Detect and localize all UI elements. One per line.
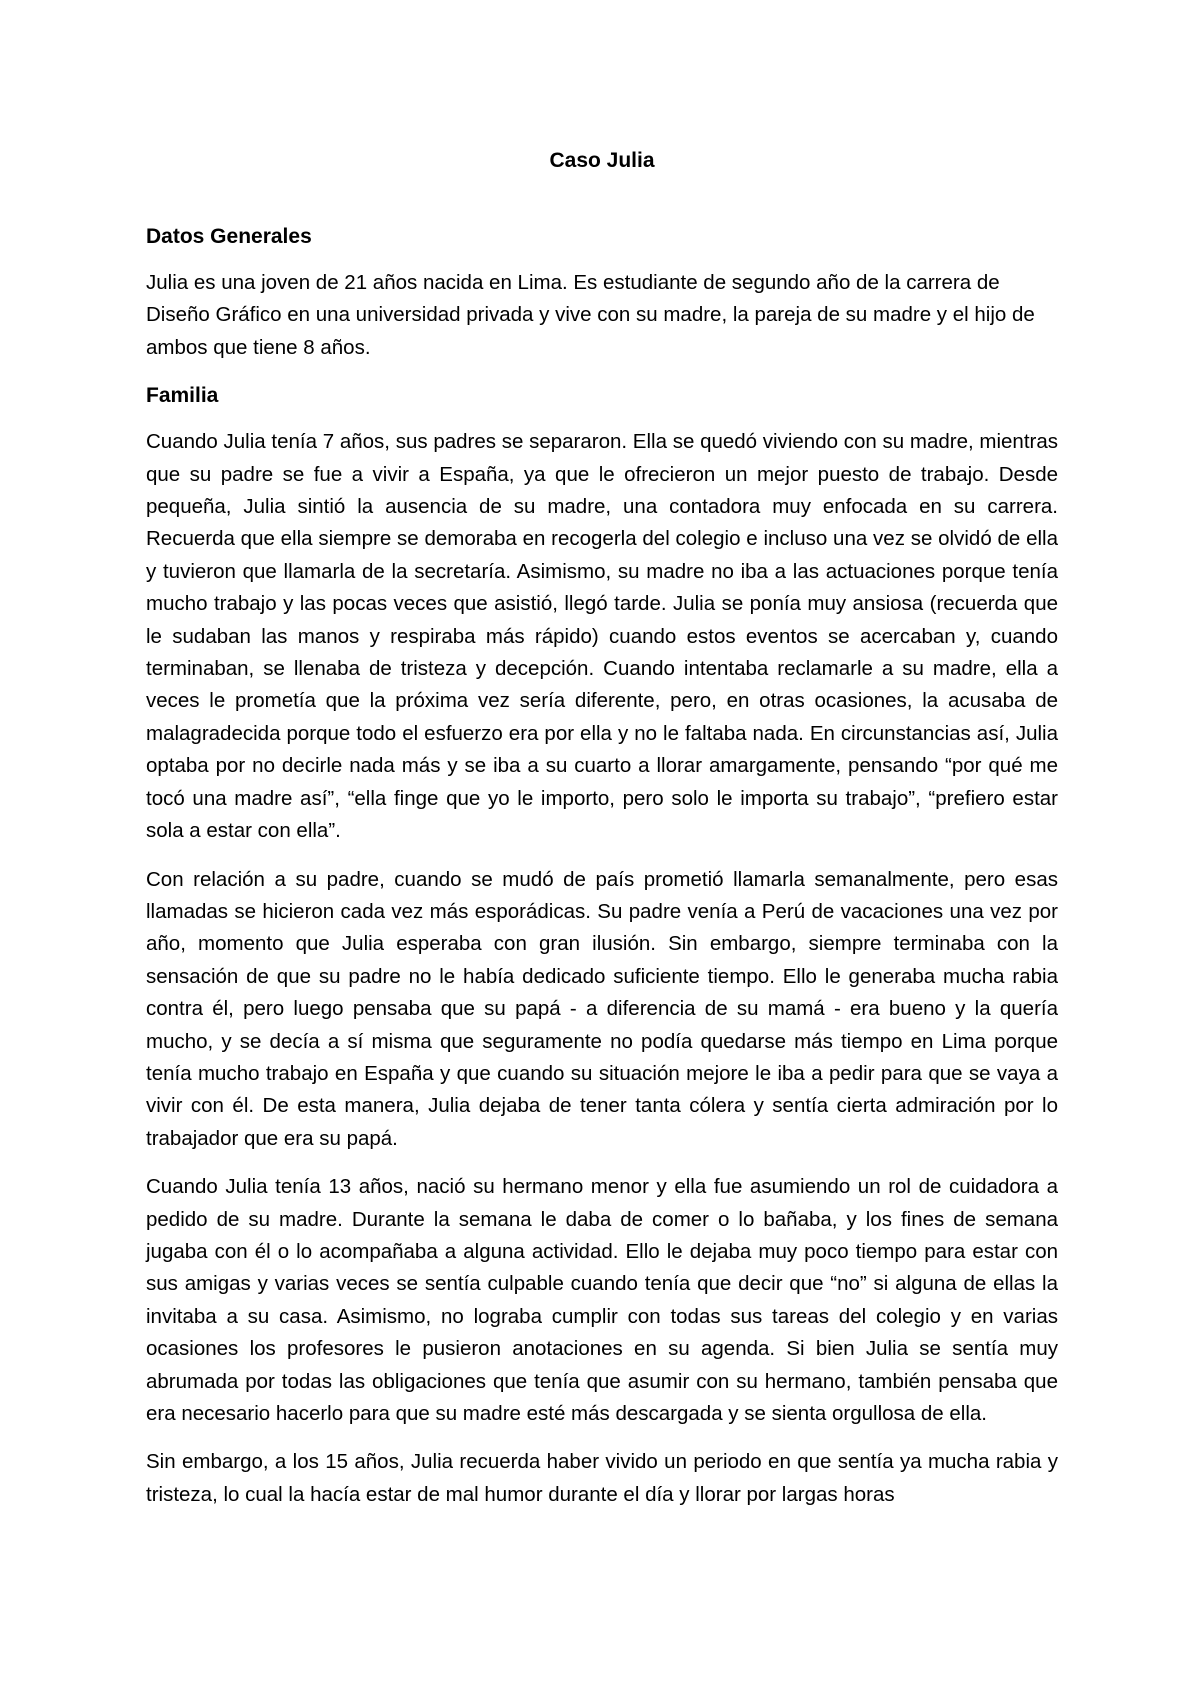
paragraph-familia-2: Con relación a su padre, cuando se mudó de país prometió llamarla semanalmente, pero esas llamadas se hicieron cada vez más esporádicas. Su padre venía a Perú de vacaciones una vez por año, momento que Julia esperaba con gran ilusión. Sin embargo, siempre terminaba con la sensación de que su padre no le había dedicado suficiente tiempo. Ello le generaba mucha rabia contra él, pero luego pensaba que su papá - a diferencia de su mamá - era bueno y la quería mucho, y se decía a sí misma que seguramente no podía quedarse más tiempo en Lima porque tenía mucho trabajo en España y que cuando su situación mejore le iba a pedir para que se vaya a vivir con él. De esta manera, Julia dejaba de tener tanta cólera y sentía cierta admiración por lo trabajador que era su papá.	[146, 867, 1058, 1150]
document-title: Caso Julia	[549, 149, 655, 172]
document-body	[146, 145, 1058, 1527]
paragraph-familia-1: Cuando Julia tenía 7 años, sus padres se separaron. Ella se quedó viviendo con su madre, mientras que su padre se fue a vivir a España, ya que le ofrecieron un mejor puesto de trabajo. Desde pequeña, Julia sintió la ausencia de su madre, una contadora muy enfocada en su carrera. Recuerda que ella siempre se demoraba en recogerla del colegio e incluso una vez se olvidó de ella y tuvieron que llamarla de la secretaría. Asimismo, su madre no iba a las actuaciones porque tenía mucho trabajo y las pocas veces que asistió, llegó tarde. Julia se ponía muy ansiosa (recuerda que le sudaban las manos y respiraba más rápido) cuando estos eventos se acercaban y, cuando terminaban, se llenaba de tristeza y decepción. Cuando intentaba reclamarle a su madre, ella a veces le prometía que la próxima vez sería diferente, pero, en otras ocasiones, la acusaba de malagradecida porque todo el esfuerzo era por ella y no le faltaba nada. En circunstancias así, Julia optaba por no decirle nada más y se iba a su cuarto a llorar amargamente, pensando “por qué me tocó una madre así”, “ella finge que yo le importo, pero solo le importa su trabajo”, “prefiero estar sola a estar con ella”.	[146, 430, 1058, 843]
section-heading-familia: Familia	[146, 384, 219, 408]
paragraph-familia-4: Sin embargo, a los 15 años, Julia recuerda haber vivido un periodo en que sentía ya mucha rabia y tristeza, lo cual la hacía estar de mal humor durante el día y llorar por largas horas	[146, 1450, 1058, 1506]
section-heading-datos-generales: Datos Generales	[146, 225, 312, 248]
paragraph-familia-3: Cuando Julia tenía 13 años, nació su hermano menor y ella fue asumiendo un rol de cuidadora a pedido de su madre. Durante la semana le daba de comer o lo bañaba, y los fines de semana jugaba con él o lo acompañaba a alguna actividad. Ello le dejaba muy poco tiempo para estar con sus amigas y varias veces se sentía culpable cuando tenía que decir que “no” si alguna de ellas la invitaba a su casa. Asimismo, no lograba cumplir con todas sus tareas del colegio y en varias ocasiones los profesores le pusieron anotaciones en su agenda. Si bien Julia se sentía muy abrumada por todas las obligaciones que tenía que asumir con su hermano, también pensaba que era necesario hacerlo para que su madre esté más descargada y se sienta orgullosa de ella.	[146, 1175, 1058, 1425]
paragraph-datos-generales: Julia es una joven de 21 años nacida en Lima. Es estudiante de segundo año de la carrera de Diseño Gráfico en una universidad privada y vive con su madre, la pareja de su madre y el hijo de ambos que tiene 8 años.	[146, 271, 1035, 359]
